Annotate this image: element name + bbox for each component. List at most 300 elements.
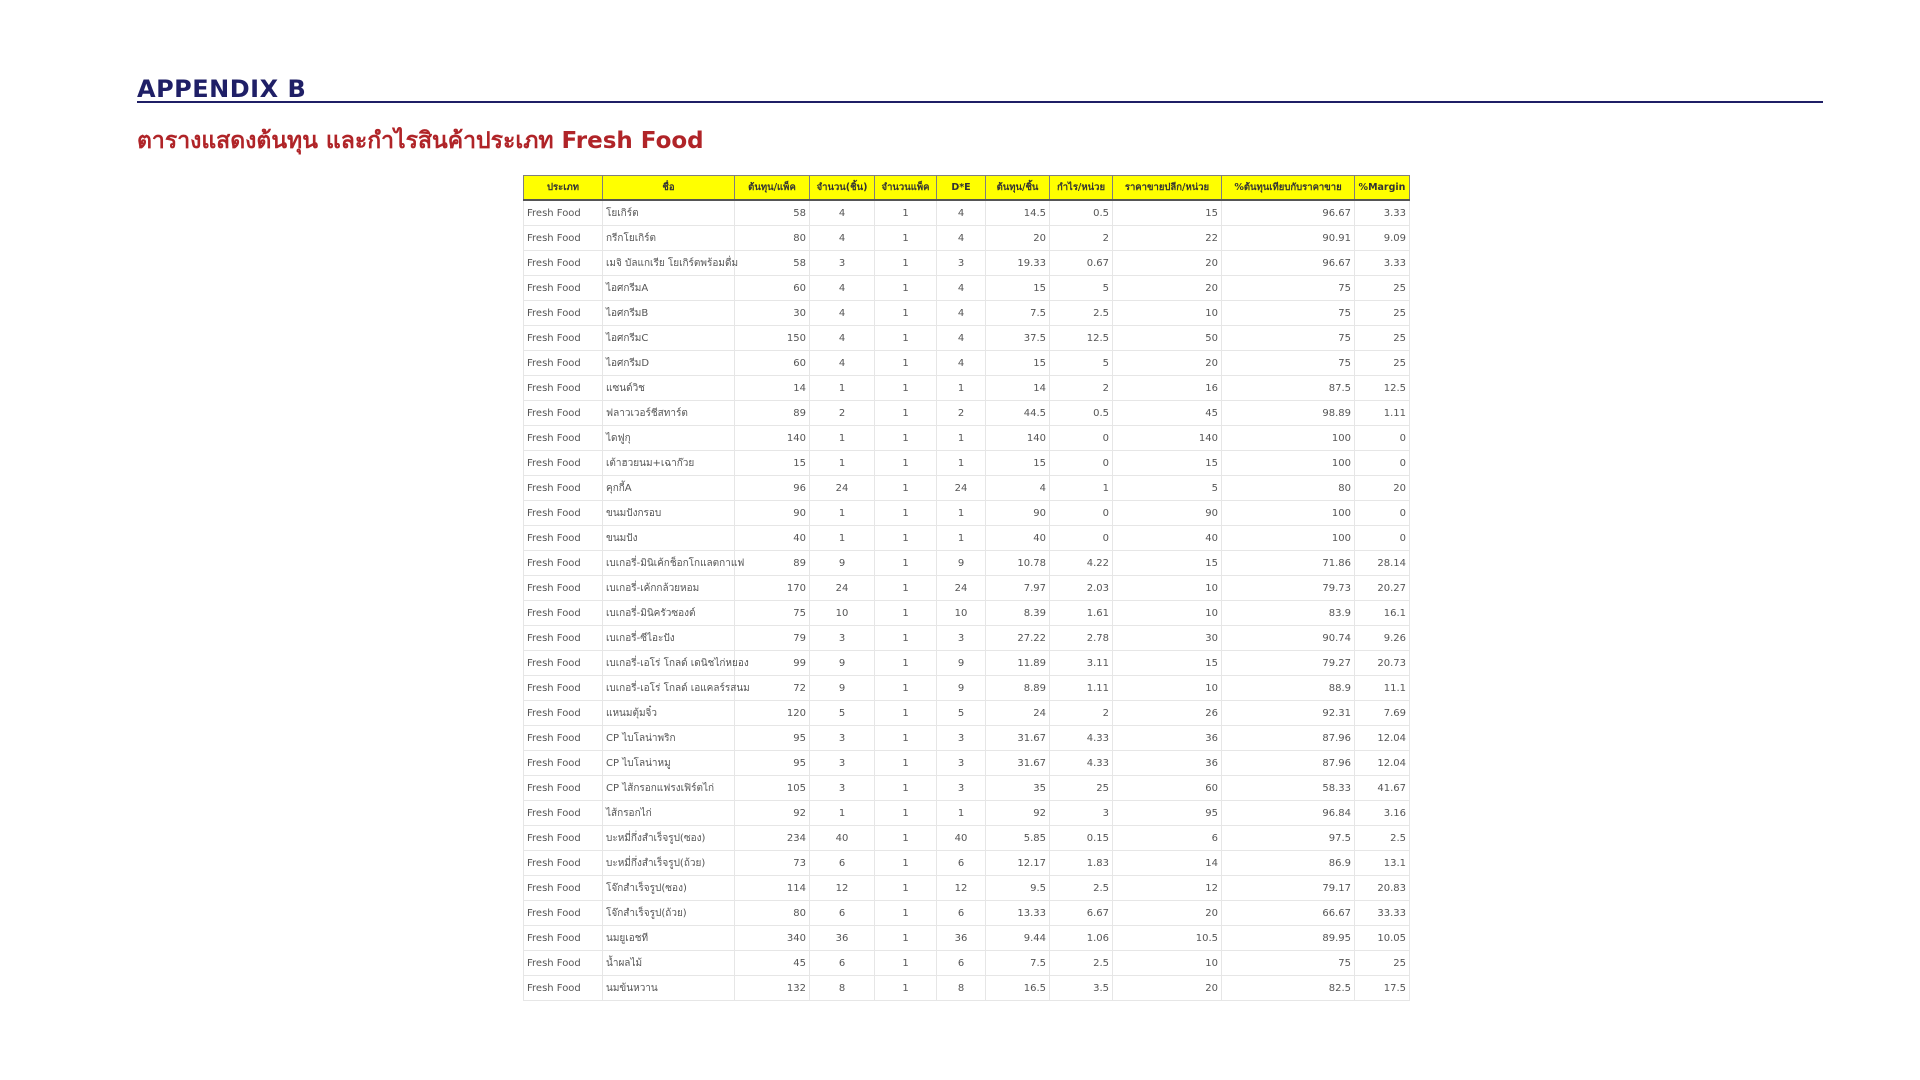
cell-cost-percent: 82.5	[1222, 976, 1355, 1001]
cell-profit-per-unit: 1	[1050, 476, 1113, 501]
cell-cost-per-pack: 45	[735, 951, 810, 976]
cell-name: ไอศกรีมA	[603, 276, 735, 301]
cell-retail-price: 20	[1113, 901, 1222, 926]
column-header-pieces: จำนวน(ชิ้น)	[810, 176, 875, 201]
cell-cost-percent: 90.91	[1222, 226, 1355, 251]
cell-cost-per-pack: 80	[735, 901, 810, 926]
cell-margin-percent: 2.5	[1355, 826, 1410, 851]
cell-packs: 1	[875, 926, 937, 951]
cell-d-times-e: 4	[937, 351, 986, 376]
cell-cost-percent: 58.33	[1222, 776, 1355, 801]
cell-pieces: 8	[810, 976, 875, 1001]
cell-name: เบเกอรี่-ซีไอะปัง	[603, 626, 735, 651]
cell-cost-per-piece: 10.78	[986, 551, 1050, 576]
title-divider	[137, 101, 1823, 103]
cell-pieces: 3	[810, 751, 875, 776]
cell-name: น้ำผลไม้	[603, 951, 735, 976]
cell-d-times-e: 1	[937, 376, 986, 401]
table-row	[524, 851, 1410, 876]
cost-profit-table	[523, 175, 1410, 1001]
cell-packs: 1	[875, 826, 937, 851]
cell-cost-percent: 90.74	[1222, 626, 1355, 651]
cell-name: ฟลาวเวอร์ชีสทาร์ต	[603, 401, 735, 426]
cell-cost-per-pack: 14	[735, 376, 810, 401]
cell-profit-per-unit: 2.5	[1050, 951, 1113, 976]
cell-cost-per-pack: 340	[735, 926, 810, 951]
cell-type: Fresh Food	[524, 451, 603, 476]
cell-cost-percent: 75	[1222, 301, 1355, 326]
cell-cost-per-pack: 60	[735, 276, 810, 301]
cell-margin-percent: 33.33	[1355, 901, 1410, 926]
cell-pieces: 1	[810, 501, 875, 526]
cell-retail-price: 140	[1113, 426, 1222, 451]
column-header-cost-per-pack: ต้นทุน/แพ็ค	[735, 176, 810, 201]
cell-pieces: 4	[810, 200, 875, 226]
cell-cost-percent: 96.84	[1222, 801, 1355, 826]
cell-pieces: 4	[810, 351, 875, 376]
cell-pieces: 36	[810, 926, 875, 951]
table-row	[524, 876, 1410, 901]
cell-cost-per-piece: 92	[986, 801, 1050, 826]
cell-packs: 1	[875, 626, 937, 651]
table-row	[524, 976, 1410, 1001]
cell-cost-per-piece: 16.5	[986, 976, 1050, 1001]
cell-d-times-e: 4	[937, 200, 986, 226]
cell-margin-percent: 12.04	[1355, 726, 1410, 751]
cell-type: Fresh Food	[524, 626, 603, 651]
cell-margin-percent: 25	[1355, 326, 1410, 351]
cell-retail-price: 15	[1113, 200, 1222, 226]
cell-cost-per-piece: 8.89	[986, 676, 1050, 701]
cell-name: เบเกอรี่-เค้กกล้วยหอม	[603, 576, 735, 601]
cell-d-times-e: 5	[937, 701, 986, 726]
cell-packs: 1	[875, 676, 937, 701]
cell-packs: 1	[875, 501, 937, 526]
cell-cost-percent: 100	[1222, 426, 1355, 451]
cell-cost-per-pack: 234	[735, 826, 810, 851]
cell-profit-per-unit: 4.33	[1050, 726, 1113, 751]
cell-retail-price: 20	[1113, 276, 1222, 301]
cell-cost-percent: 88.9	[1222, 676, 1355, 701]
column-header-profit-per-unit: กำไร/หน่วย	[1050, 176, 1113, 201]
cell-margin-percent: 28.14	[1355, 551, 1410, 576]
cell-packs: 1	[875, 351, 937, 376]
cell-packs: 1	[875, 226, 937, 251]
cell-margin-percent: 25	[1355, 351, 1410, 376]
cell-cost-percent: 86.9	[1222, 851, 1355, 876]
cell-cost-per-pack: 72	[735, 676, 810, 701]
cell-d-times-e: 8	[937, 976, 986, 1001]
cell-cost-per-piece: 31.67	[986, 751, 1050, 776]
cell-cost-per-piece: 90	[986, 501, 1050, 526]
cell-cost-percent: 66.67	[1222, 901, 1355, 926]
cell-d-times-e: 6	[937, 851, 986, 876]
cell-name: คุกกี้A	[603, 476, 735, 501]
cell-margin-percent: 13.1	[1355, 851, 1410, 876]
cell-packs: 1	[875, 651, 937, 676]
cell-cost-percent: 75	[1222, 276, 1355, 301]
cell-cost-per-piece: 12.17	[986, 851, 1050, 876]
cell-pieces: 5	[810, 701, 875, 726]
cell-cost-percent: 92.31	[1222, 701, 1355, 726]
cell-name: ไส้กรอกไก่	[603, 801, 735, 826]
cell-packs: 1	[875, 451, 937, 476]
cell-pieces: 6	[810, 851, 875, 876]
cell-retail-price: 10	[1113, 676, 1222, 701]
cell-margin-percent: 0	[1355, 451, 1410, 476]
table-row	[524, 376, 1410, 401]
cell-packs: 1	[875, 876, 937, 901]
cell-packs: 1	[875, 251, 937, 276]
cell-packs: 1	[875, 551, 937, 576]
table-row	[524, 476, 1410, 501]
cell-type: Fresh Food	[524, 351, 603, 376]
cell-type: Fresh Food	[524, 276, 603, 301]
cell-name: แซนด์วิช	[603, 376, 735, 401]
cell-d-times-e: 24	[937, 576, 986, 601]
column-header-cost-per-piece: ต้นทุน/ชิ้น	[986, 176, 1050, 201]
table-row	[524, 926, 1410, 951]
cell-cost-per-pack: 92	[735, 801, 810, 826]
cell-retail-price: 45	[1113, 401, 1222, 426]
cell-cost-percent: 87.96	[1222, 726, 1355, 751]
cell-profit-per-unit: 0.15	[1050, 826, 1113, 851]
cell-pieces: 1	[810, 801, 875, 826]
cell-profit-per-unit: 0.5	[1050, 200, 1113, 226]
table-row	[524, 801, 1410, 826]
cell-name: โจ๊กสำเร็จรูป(ซอง)	[603, 876, 735, 901]
cell-type: Fresh Food	[524, 701, 603, 726]
cell-pieces: 4	[810, 326, 875, 351]
cell-cost-percent: 100	[1222, 526, 1355, 551]
cell-retail-price: 36	[1113, 751, 1222, 776]
cell-name: โจ๊กสำเร็จรูป(ถ้วย)	[603, 901, 735, 926]
cell-cost-per-pack: 105	[735, 776, 810, 801]
cell-margin-percent: 16.1	[1355, 601, 1410, 626]
cell-cost-per-pack: 90	[735, 501, 810, 526]
table-header	[524, 176, 1410, 201]
cell-name: นมข้นหวาน	[603, 976, 735, 1001]
cell-type: Fresh Food	[524, 476, 603, 501]
cell-d-times-e: 9	[937, 551, 986, 576]
cell-pieces: 40	[810, 826, 875, 851]
cell-cost-per-pack: 89	[735, 401, 810, 426]
cell-retail-price: 26	[1113, 701, 1222, 726]
cell-name: นมยูเอชที	[603, 926, 735, 951]
cell-cost-per-piece: 27.22	[986, 626, 1050, 651]
table-row	[524, 251, 1410, 276]
cell-cost-percent: 79.27	[1222, 651, 1355, 676]
cell-pieces: 9	[810, 551, 875, 576]
column-header-margin-percent: %Margin	[1355, 176, 1410, 201]
cell-cost-per-pack: 80	[735, 226, 810, 251]
cell-retail-price: 15	[1113, 551, 1222, 576]
cell-cost-per-pack: 140	[735, 426, 810, 451]
cell-type: Fresh Food	[524, 200, 603, 226]
cell-retail-price: 5	[1113, 476, 1222, 501]
cell-cost-percent: 80	[1222, 476, 1355, 501]
cell-pieces: 4	[810, 226, 875, 251]
cell-type: Fresh Food	[524, 726, 603, 751]
cell-profit-per-unit: 4.33	[1050, 751, 1113, 776]
cell-margin-percent: 25	[1355, 951, 1410, 976]
cell-retail-price: 20	[1113, 251, 1222, 276]
cell-type: Fresh Food	[524, 851, 603, 876]
cell-type: Fresh Food	[524, 551, 603, 576]
cell-margin-percent: 3.16	[1355, 801, 1410, 826]
cell-type: Fresh Food	[524, 751, 603, 776]
table-caption	[137, 126, 704, 156]
cell-name: ไอศกรีมC	[603, 326, 735, 351]
cell-retail-price: 14	[1113, 851, 1222, 876]
cell-cost-percent: 97.5	[1222, 826, 1355, 851]
cell-retail-price: 15	[1113, 451, 1222, 476]
cell-pieces: 1	[810, 451, 875, 476]
cell-cost-per-pack: 89	[735, 551, 810, 576]
cell-type: Fresh Food	[524, 376, 603, 401]
cell-profit-per-unit: 2.78	[1050, 626, 1113, 651]
cell-type: Fresh Food	[524, 651, 603, 676]
column-header-type: ประเภท	[524, 176, 603, 201]
cost-profit-table-container	[523, 175, 1409, 1001]
cell-d-times-e: 9	[937, 651, 986, 676]
cell-cost-percent: 79.17	[1222, 876, 1355, 901]
cell-pieces: 9	[810, 676, 875, 701]
cell-retail-price: 12	[1113, 876, 1222, 901]
cell-margin-percent: 0	[1355, 501, 1410, 526]
cell-margin-percent: 20.83	[1355, 876, 1410, 901]
cell-pieces: 3	[810, 726, 875, 751]
cell-type: Fresh Food	[524, 976, 603, 1001]
cell-retail-price: 10	[1113, 301, 1222, 326]
cell-retail-price: 90	[1113, 501, 1222, 526]
cell-packs: 1	[875, 376, 937, 401]
cell-packs: 1	[875, 601, 937, 626]
cell-cost-per-piece: 40	[986, 526, 1050, 551]
cell-pieces: 1	[810, 426, 875, 451]
cell-cost-per-piece: 14.5	[986, 200, 1050, 226]
table-row	[524, 676, 1410, 701]
cell-margin-percent: 3.33	[1355, 200, 1410, 226]
cell-retail-price: 10.5	[1113, 926, 1222, 951]
cell-type: Fresh Food	[524, 676, 603, 701]
cell-name: แหนมตุ้มจิ๋ว	[603, 701, 735, 726]
cell-d-times-e: 1	[937, 501, 986, 526]
cell-cost-per-piece: 5.85	[986, 826, 1050, 851]
cell-cost-percent: 75	[1222, 351, 1355, 376]
cell-packs: 1	[875, 976, 937, 1001]
cell-cost-percent: 89.95	[1222, 926, 1355, 951]
cell-cost-per-piece: 44.5	[986, 401, 1050, 426]
cell-cost-per-pack: 58	[735, 251, 810, 276]
table-row	[524, 426, 1410, 451]
column-header-cost-percent: %ต้นทุนเทียบกับราคาขาย	[1222, 176, 1355, 201]
cell-retail-price: 10	[1113, 601, 1222, 626]
cell-margin-percent: 25	[1355, 301, 1410, 326]
cell-d-times-e: 4	[937, 226, 986, 251]
table-row	[524, 526, 1410, 551]
cell-cost-per-pack: 60	[735, 351, 810, 376]
cell-profit-per-unit: 2.03	[1050, 576, 1113, 601]
cell-type: Fresh Food	[524, 576, 603, 601]
cell-cost-per-piece: 35	[986, 776, 1050, 801]
cell-cost-percent: 100	[1222, 451, 1355, 476]
cell-type: Fresh Food	[524, 826, 603, 851]
cell-margin-percent: 0	[1355, 526, 1410, 551]
cell-margin-percent: 1.11	[1355, 401, 1410, 426]
cell-cost-per-piece: 24	[986, 701, 1050, 726]
cell-profit-per-unit: 0	[1050, 451, 1113, 476]
cell-cost-per-pack: 95	[735, 726, 810, 751]
column-header-d-times-e: D*E	[937, 176, 986, 201]
cell-packs: 1	[875, 776, 937, 801]
cell-cost-per-pack: 79	[735, 626, 810, 651]
table-row	[524, 626, 1410, 651]
table-row	[524, 401, 1410, 426]
cell-type: Fresh Food	[524, 501, 603, 526]
table-header-row	[524, 176, 1410, 201]
cell-d-times-e: 3	[937, 251, 986, 276]
cell-profit-per-unit: 4.22	[1050, 551, 1113, 576]
cell-packs: 1	[875, 200, 937, 226]
cell-d-times-e: 4	[937, 301, 986, 326]
cell-name: เต้าฮวยนม+เฉาก๊วย	[603, 451, 735, 476]
page-title: APPENDIX B	[137, 75, 307, 103]
cell-name: CP ไส้กรอกแฟรงเฟิร์ตไก่	[603, 776, 735, 801]
cell-packs: 1	[875, 801, 937, 826]
cell-name: ไดฟูกุ	[603, 426, 735, 451]
cell-name: บะหมี่กึ่งสำเร็จรูป(ถ้วย)	[603, 851, 735, 876]
cell-cost-percent: 79.73	[1222, 576, 1355, 601]
cell-pieces: 6	[810, 901, 875, 926]
cell-type: Fresh Food	[524, 326, 603, 351]
table-row	[524, 826, 1410, 851]
table-row	[524, 901, 1410, 926]
cell-profit-per-unit: 1.61	[1050, 601, 1113, 626]
cell-cost-per-pack: 150	[735, 326, 810, 351]
cell-type: Fresh Food	[524, 301, 603, 326]
cell-d-times-e: 24	[937, 476, 986, 501]
cell-margin-percent: 11.1	[1355, 676, 1410, 701]
cell-d-times-e: 2	[937, 401, 986, 426]
cell-type: Fresh Food	[524, 951, 603, 976]
table-row	[524, 776, 1410, 801]
cell-cost-percent: 75	[1222, 951, 1355, 976]
cell-cost-per-pack: 170	[735, 576, 810, 601]
cell-pieces: 24	[810, 476, 875, 501]
cell-cost-per-piece: 7.5	[986, 951, 1050, 976]
cell-d-times-e: 3	[937, 751, 986, 776]
cell-d-times-e: 1	[937, 426, 986, 451]
cell-packs: 1	[875, 901, 937, 926]
cell-type: Fresh Food	[524, 226, 603, 251]
cell-cost-percent: 87.96	[1222, 751, 1355, 776]
cell-d-times-e: 36	[937, 926, 986, 951]
cell-d-times-e: 6	[937, 901, 986, 926]
cell-profit-per-unit: 25	[1050, 776, 1113, 801]
table-row	[524, 326, 1410, 351]
cell-margin-percent: 12.04	[1355, 751, 1410, 776]
cell-d-times-e: 1	[937, 451, 986, 476]
table-row	[524, 451, 1410, 476]
cell-type: Fresh Food	[524, 526, 603, 551]
cell-packs: 1	[875, 476, 937, 501]
cell-pieces: 6	[810, 951, 875, 976]
cell-cost-per-piece: 13.33	[986, 901, 1050, 926]
cell-retail-price: 6	[1113, 826, 1222, 851]
cell-packs: 1	[875, 526, 937, 551]
cell-cost-per-piece: 19.33	[986, 251, 1050, 276]
cell-name: เบเกอรี่-มินิครัวซองต์	[603, 601, 735, 626]
cell-type: Fresh Food	[524, 926, 603, 951]
cell-retail-price: 20	[1113, 976, 1222, 1001]
cell-d-times-e: 3	[937, 726, 986, 751]
cell-d-times-e: 3	[937, 626, 986, 651]
cell-pieces: 10	[810, 601, 875, 626]
cell-type: Fresh Food	[524, 801, 603, 826]
cell-d-times-e: 4	[937, 276, 986, 301]
cell-profit-per-unit: 2	[1050, 376, 1113, 401]
cell-margin-percent: 3.33	[1355, 251, 1410, 276]
cell-cost-per-pack: 132	[735, 976, 810, 1001]
cell-margin-percent: 25	[1355, 276, 1410, 301]
cell-margin-percent: 9.26	[1355, 626, 1410, 651]
cell-cost-per-piece: 11.89	[986, 651, 1050, 676]
cell-profit-per-unit: 0.5	[1050, 401, 1113, 426]
cell-profit-per-unit: 5	[1050, 351, 1113, 376]
cell-cost-per-pack: 99	[735, 651, 810, 676]
table-row	[524, 200, 1410, 226]
cell-cost-per-pack: 73	[735, 851, 810, 876]
cell-retail-price: 40	[1113, 526, 1222, 551]
cell-name: ขนมปัง	[603, 526, 735, 551]
cell-d-times-e: 1	[937, 801, 986, 826]
cell-cost-per-pack: 96	[735, 476, 810, 501]
cell-cost-per-piece: 15	[986, 351, 1050, 376]
cell-retail-price: 30	[1113, 626, 1222, 651]
table-caption-prefix: ตารางแสดงต้นทุน และกำไรสินค้าประเภท	[137, 128, 562, 154]
cell-d-times-e: 6	[937, 951, 986, 976]
cell-profit-per-unit: 3	[1050, 801, 1113, 826]
cell-retail-price: 15	[1113, 651, 1222, 676]
cell-pieces: 4	[810, 301, 875, 326]
cell-cost-per-piece: 20	[986, 226, 1050, 251]
cell-cost-per-piece: 7.97	[986, 576, 1050, 601]
cell-pieces: 4	[810, 276, 875, 301]
cell-profit-per-unit: 1.11	[1050, 676, 1113, 701]
cell-cost-per-piece: 37.5	[986, 326, 1050, 351]
cell-cost-percent: 83.9	[1222, 601, 1355, 626]
cell-name: โยเกิร์ต	[603, 200, 735, 226]
cell-name: กรีกโยเกิร์ต	[603, 226, 735, 251]
cell-name: เบเกอรี่-เอโร่ โกลด์ เดนิชไก่หยอง	[603, 651, 735, 676]
cell-name: เมจิ บัลแกเรีย โยเกิร์ตพร้อมดื่ม	[603, 251, 735, 276]
table-caption-category: Fresh Food	[561, 128, 704, 154]
table-row	[524, 601, 1410, 626]
cell-name: CP ไบโลน่าหมู	[603, 751, 735, 776]
cell-margin-percent: 10.05	[1355, 926, 1410, 951]
cell-margin-percent: 20.73	[1355, 651, 1410, 676]
cell-d-times-e: 9	[937, 676, 986, 701]
cell-name: บะหมี่กึ่งสำเร็จรูป(ซอง)	[603, 826, 735, 851]
cell-packs: 1	[875, 326, 937, 351]
cell-packs: 1	[875, 301, 937, 326]
cell-name: เบเกอรี่-มินิเค้กช็อกโกแลตกาแฟ	[603, 551, 735, 576]
table-row	[524, 651, 1410, 676]
cell-cost-per-pack: 120	[735, 701, 810, 726]
cell-cost-per-piece: 140	[986, 426, 1050, 451]
cell-pieces: 3	[810, 776, 875, 801]
